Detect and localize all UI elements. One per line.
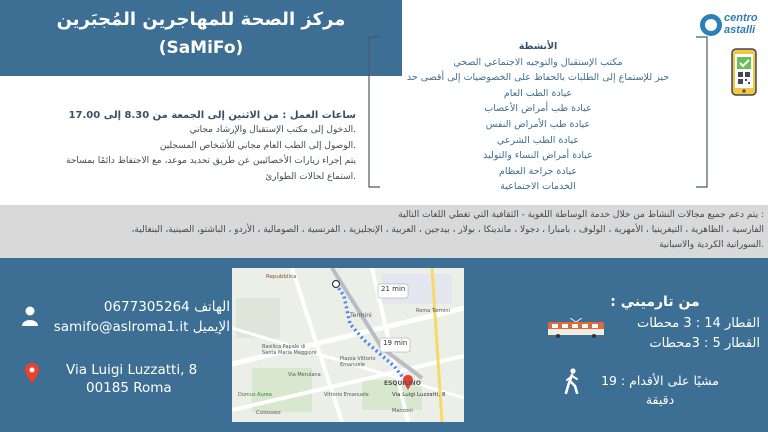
hours-title: ساعات العمل : من الاثنين إلى الجمعة من 8.30 إلى 17.00	[68, 110, 356, 121]
map-place-label: Colosseo	[256, 410, 281, 416]
tram-line-5: القطار 5 : 3محطات	[649, 336, 760, 351]
map-place-label: Piazza Vittorio Emanuele	[340, 356, 376, 368]
hours-line: يتم إجراء زيارات الأخصائيين عن طريق تحديد موعد، مع الاحتفاظ دائمًا بمساحة	[66, 156, 356, 167]
activities-title: الأنشطة	[518, 41, 558, 52]
smartphone-qr-icon	[730, 48, 758, 96]
phone-label: الهاتف	[194, 299, 230, 315]
map-place-label: ESQUILINO	[384, 380, 421, 387]
languages-intro: : يتم دعم جميع مجالات النشاط من خلال خدمة الوساطة اللغوية - الثقافية التي تغطي اللغات التالية	[398, 210, 764, 220]
map-place-label: Domus Aurea	[238, 392, 272, 398]
map-place-label: Manzoni	[392, 408, 413, 414]
hours-line: .استماع لحالات الطوارئ	[265, 171, 356, 182]
route-map[interactable]	[232, 268, 464, 422]
languages-list-end: .السورانية الكردية والاسبانية	[659, 240, 764, 250]
working-hours	[4, 108, 356, 185]
centro-astalli-logo	[700, 12, 764, 40]
map-place-label: Repubblica	[266, 274, 297, 280]
map-place-label: Vittorio Emanuele	[324, 392, 369, 398]
languages-band	[0, 205, 768, 258]
logo-text-line1: centro	[724, 12, 758, 24]
walking-person-icon	[562, 368, 582, 394]
logo-mark-icon	[700, 14, 722, 36]
map-place-label: Via Merulana	[288, 372, 321, 378]
activities-list	[368, 39, 708, 195]
activity-item: عيادة طب الأمراض النفس	[485, 118, 591, 130]
page-title: مركز الصحة للمهاجرين المُجبَرين	[56, 9, 346, 30]
activity-item: عيادة طب أمراض الأعصاب	[484, 103, 592, 115]
email-label: الإيميل	[192, 319, 230, 335]
walk-time-unit: دقيقة	[645, 392, 675, 407]
tram-line-14: القطار 14 : 3 محطات	[636, 316, 760, 331]
languages-list: الفارسية ، الظاهرية ، التيغرينيا ، الأمهرية ، الولوف ، بامبارا ، دجولا ، ماندينكا ، بولار ، بيدجين ، العربية ، الإنجليزية ، الفرنسية ، الصومالية ، الأردو ، الباشتو، الصينية، البنغالية،	[131, 225, 764, 235]
map-place-label: Roma Termini	[416, 308, 450, 314]
email-address[interactable]: samifo@aslroma1.it	[53, 319, 189, 335]
logo-text-line2: astalli	[724, 24, 756, 36]
walk-time-label-2: 19 min	[383, 339, 408, 347]
person-icon	[22, 306, 38, 326]
map-street-label: Via Luigi Luzzatti, 8	[392, 392, 446, 398]
activity-item: عيادة أمراض النساء والتوليد	[483, 150, 593, 162]
walk-time: مشيًا على الأقدام : 19	[601, 373, 719, 388]
hours-line: .الدخول إلى مكتب الإستقبال والإرشاد مجاني	[189, 125, 356, 136]
activity-item: عيادة الطب العام	[503, 87, 573, 99]
tram-icon	[548, 318, 604, 338]
location-pin-icon	[25, 363, 39, 383]
activity-item: عيادة الطب الشرعي	[496, 134, 580, 146]
activity-item: الخدمات الاجتماعية	[500, 181, 576, 193]
address-line-1: Via Luigi Luzzatti, 8	[66, 362, 198, 378]
map-place-label: Basilica Papale di Santa Maria Maggiore	[262, 344, 317, 356]
walk-time-label-1: 21 min	[381, 285, 406, 293]
activity-item: عيادة جراحة العظام	[498, 165, 578, 177]
phone-number[interactable]: 0677305264	[103, 299, 190, 315]
contact-phone	[52, 298, 230, 317]
map-place-label: Termini	[350, 312, 372, 319]
header-banner	[0, 0, 402, 76]
transport-title: من تارميني :	[610, 294, 700, 310]
activity-item: حيز للإستماع إلى الطلبات بالحفاظ على الخصوصيات إلى أقصى حد	[406, 72, 670, 84]
contact-email	[52, 318, 230, 337]
activity-item: مكتب الإستقبال والتوجيه الاجتماعي الصحي	[453, 56, 623, 68]
activities-box	[368, 36, 708, 193]
address-line-2: 00185 Roma	[86, 380, 172, 396]
hours-line: .الوصول إلى الطب العام مجاني للأشخاص المسجلين	[159, 140, 356, 151]
page-subtitle: (SaMiFo)	[158, 38, 244, 58]
